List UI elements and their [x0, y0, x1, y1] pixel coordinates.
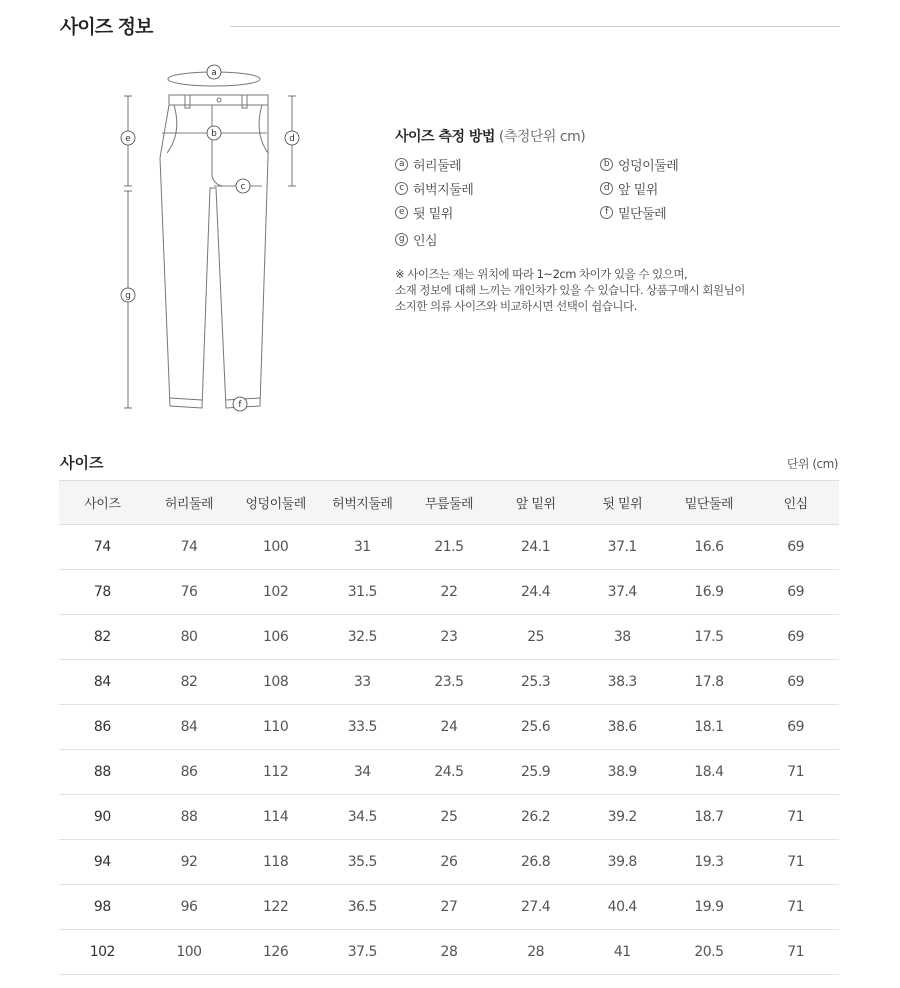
table-cell: 118	[232, 840, 319, 885]
column-header: 인심	[752, 481, 839, 525]
table-row	[59, 930, 839, 975]
table-cell: 84	[146, 705, 233, 750]
guide-item	[600, 204, 800, 221]
table-cell: 19.3	[666, 840, 753, 885]
table-cell: 25.6	[492, 705, 579, 750]
table-cell: 16.6	[666, 525, 753, 570]
table-cell: 24.4	[492, 570, 579, 615]
label-d: d	[289, 134, 295, 144]
label-g: g	[125, 291, 131, 301]
table-cell: 41	[579, 930, 666, 975]
table-cell: 36.5	[319, 885, 406, 930]
table-cell: 23.5	[406, 660, 493, 705]
column-header: 엉덩이둘레	[232, 481, 319, 525]
label-c: c	[240, 182, 246, 192]
label-f: f	[238, 400, 242, 410]
table-cell: 34.5	[319, 795, 406, 840]
table-cell: 82	[59, 615, 146, 660]
table-cell: 74	[59, 525, 146, 570]
table-cell: 21.5	[406, 525, 493, 570]
table-cell: 88	[59, 750, 146, 795]
column-header: 허벅지둘레	[319, 481, 406, 525]
table-cell: 31.5	[319, 570, 406, 615]
size-table	[59, 480, 839, 975]
table-cell: 26.2	[492, 795, 579, 840]
table-cell: 69	[752, 525, 839, 570]
table-cell: 126	[232, 930, 319, 975]
mark-e: e	[395, 206, 408, 219]
table-cell: 37.1	[579, 525, 666, 570]
table-cell: 86	[59, 705, 146, 750]
label-e: e	[125, 134, 131, 144]
mark-f: f	[600, 206, 613, 219]
table-cell: 69	[752, 705, 839, 750]
mark-d: d	[600, 182, 613, 195]
guide-unit: (측정단위 cm)	[498, 129, 586, 145]
table-cell: 122	[232, 885, 319, 930]
table-row	[59, 705, 839, 750]
label-b: b	[211, 129, 217, 139]
table-row	[59, 840, 839, 885]
pants-diagram	[112, 58, 312, 418]
table-cell: 33	[319, 660, 406, 705]
table-cell: 25.9	[492, 750, 579, 795]
guide-title	[395, 126, 835, 146]
table-unit: 단위 (cm)	[786, 457, 838, 471]
mark-g: g	[395, 233, 408, 246]
table-cell: 35.5	[319, 840, 406, 885]
table-cell: 38.3	[579, 660, 666, 705]
column-header: 허리둘레	[146, 481, 233, 525]
table-cell: 88	[146, 795, 233, 840]
table-cell: 74	[146, 525, 233, 570]
table-cell: 33.5	[319, 705, 406, 750]
table-cell: 108	[232, 660, 319, 705]
measurement-guide	[395, 126, 835, 314]
table-cell: 27.4	[492, 885, 579, 930]
table-cell: 112	[232, 750, 319, 795]
table-cell: 86	[146, 750, 233, 795]
table-cell: 71	[752, 795, 839, 840]
guide-item	[395, 180, 600, 197]
note-line: ※ 사이즈는 재는 위치에 따라 1~2cm 차이가 있을 수 있으며,	[395, 267, 688, 281]
table-cell: 114	[232, 795, 319, 840]
note-line: 소재 정보에 대해 느끼는 개인차가 있을 수 있습니다. 상품구매시 회원님이	[395, 283, 745, 297]
note-line: 소지한 의류 사이즈와 비교하시면 선택이 쉽습니다.	[395, 299, 637, 313]
title-divider	[230, 26, 840, 27]
table-cell: 92	[146, 840, 233, 885]
waistband	[169, 95, 268, 105]
column-header: 밑단둘레	[666, 481, 753, 525]
table-cell: 76	[146, 570, 233, 615]
table-cell: 22	[406, 570, 493, 615]
guide-item-label: 허벅지둘레	[413, 183, 474, 198]
guide-item-label: 엉덩이둘레	[618, 159, 679, 174]
table-cell: 84	[59, 660, 146, 705]
table-cell: 38.9	[579, 750, 666, 795]
guide-item	[395, 231, 800, 248]
label-a: a	[211, 68, 217, 78]
table-cell: 18.4	[666, 750, 753, 795]
table-cell: 28	[492, 930, 579, 975]
table-cell: 69	[752, 615, 839, 660]
column-header: 앞 밑위	[492, 481, 579, 525]
table-cell: 39.2	[579, 795, 666, 840]
table-cell: 102	[232, 570, 319, 615]
table-cell: 25	[406, 795, 493, 840]
guide-item	[600, 156, 800, 173]
table-cell: 38	[579, 615, 666, 660]
table-cell: 80	[146, 615, 233, 660]
guide-item	[395, 204, 600, 221]
table-row	[59, 570, 839, 615]
table-cell: 82	[146, 660, 233, 705]
column-header: 사이즈	[59, 481, 146, 525]
table-cell: 37.5	[319, 930, 406, 975]
guide-item-label: 허리둘레	[413, 159, 462, 174]
mark-a: a	[395, 158, 408, 171]
table-cell: 69	[752, 660, 839, 705]
table-cell: 16.9	[666, 570, 753, 615]
table-cell: 26.8	[492, 840, 579, 885]
table-cell: 37.4	[579, 570, 666, 615]
table-cell: 69	[752, 570, 839, 615]
table-cell: 32.5	[319, 615, 406, 660]
table-cell: 24.5	[406, 750, 493, 795]
column-header: 무릎둘레	[406, 481, 493, 525]
size-note	[395, 266, 835, 314]
guide-item-label: 뒷 밑위	[413, 207, 453, 222]
table-cell: 40.4	[579, 885, 666, 930]
table-row	[59, 660, 839, 705]
table-cell: 96	[146, 885, 233, 930]
table-cell: 39.8	[579, 840, 666, 885]
table-cell: 25	[492, 615, 579, 660]
table-cell: 71	[752, 750, 839, 795]
table-cell: 18.7	[666, 795, 753, 840]
table-cell: 24.1	[492, 525, 579, 570]
table-cell: 17.5	[666, 615, 753, 660]
guide-item-label: 앞 밑위	[618, 183, 658, 198]
guide-item-label: 밑단둘레	[618, 207, 667, 222]
table-cell: 98	[59, 885, 146, 930]
table-body	[59, 525, 839, 975]
table-cell: 71	[752, 930, 839, 975]
guide-item-label: 인심	[413, 234, 438, 249]
table-cell: 94	[59, 840, 146, 885]
table-title: 사이즈	[60, 454, 104, 472]
table-header-row	[59, 481, 839, 525]
table-cell: 110	[232, 705, 319, 750]
table-cell: 71	[752, 840, 839, 885]
table-cell: 34	[319, 750, 406, 795]
table-cell: 24	[406, 705, 493, 750]
table-cell: 102	[59, 930, 146, 975]
column-header: 뒷 밑위	[579, 481, 666, 525]
guide-item	[395, 156, 600, 173]
table-cell: 90	[59, 795, 146, 840]
table-cell: 20.5	[666, 930, 753, 975]
table-cell: 28	[406, 930, 493, 975]
table-cell: 100	[146, 930, 233, 975]
guide-item	[600, 180, 800, 197]
table-cell: 25.3	[492, 660, 579, 705]
mark-b: b	[600, 158, 613, 171]
table-cell: 38.6	[579, 705, 666, 750]
pants-outline	[160, 105, 268, 408]
guide-title-text: 사이즈 측정 방법	[395, 129, 495, 145]
table-row	[59, 885, 839, 930]
table-cell: 26	[406, 840, 493, 885]
table-row	[59, 525, 839, 570]
table-cell: 31	[319, 525, 406, 570]
table-cell: 71	[752, 885, 839, 930]
table-cell: 19.9	[666, 885, 753, 930]
table-cell: 78	[59, 570, 146, 615]
table-cell: 106	[232, 615, 319, 660]
mark-c: c	[395, 182, 408, 195]
table-row	[59, 615, 839, 660]
table-cell: 23	[406, 615, 493, 660]
table-row	[59, 795, 839, 840]
table-cell: 100	[232, 525, 319, 570]
table-cell: 18.1	[666, 705, 753, 750]
table-cell: 27	[406, 885, 493, 930]
table-cell: 17.8	[666, 660, 753, 705]
section-title: 사이즈 정보	[60, 16, 153, 38]
table-row	[59, 750, 839, 795]
guide-list	[395, 156, 835, 248]
